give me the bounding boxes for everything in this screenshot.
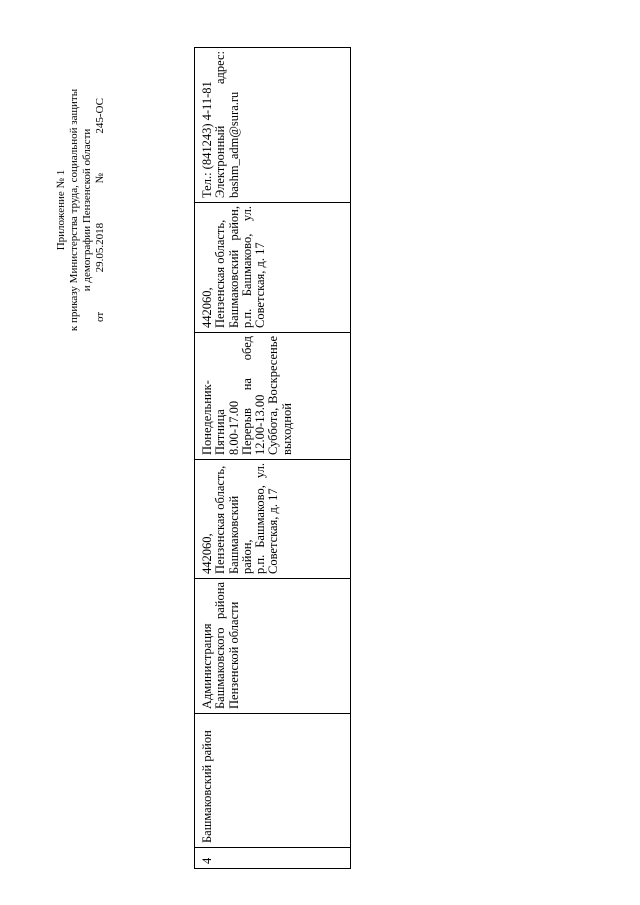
date-prefix: от [94,311,106,322]
organization-cell [195,579,350,714]
actual-address-line: Пензенская область, [213,219,228,328]
table-row [194,47,351,869]
organization-name: Администрация Башмаковского района Пензенской области [200,582,241,709]
district-cell [195,714,350,848]
contacts-cell [195,48,350,203]
legal-address-line: Пензенская область, [213,465,228,574]
actual-address-cell [195,203,350,333]
phone-line: Тел.: (841243) 4-11-81 [200,81,214,198]
email-line: Электронный адрес: bashm_adm@sura.ru [213,51,241,198]
schedule-line: Понедельник-Пятница [200,380,228,455]
legal-address-cell [195,460,350,579]
order-number: 245-ОС [94,98,106,134]
actual-address-line: 442060, [200,287,214,328]
legal-address-line: 442060, [200,533,214,574]
appendix-header [55,75,107,345]
schedule-line: Суббота, Воскресенье выходной [266,336,294,455]
actual-address-line: Башмаковский район, р.п. Башмаково, ул. Советская, д. 17 [226,206,268,328]
appendix-order-line: к приказу Министерства труда, социальной защиты [68,88,80,332]
schedule-cell [195,333,350,460]
row-number: 4 [200,857,214,864]
appendix-date-line [94,98,107,322]
appendix-title: Приложение № 1 [55,169,67,251]
legal-address-line: р.п. Башмаково, ул. Советская, д. 17 [253,463,281,574]
number-prefix: № [94,173,106,184]
district-name: Башмаковский район [200,730,214,843]
appendix-ministry-line: и демографии Пензенской области [81,128,93,292]
order-date: 29.05.2018 [94,222,106,273]
row-number-cell [195,848,350,868]
schedule-line: 8.00-17.00 [226,400,241,455]
schedule-line: Перерыв на обед 12.00-13.00 [239,336,268,455]
legal-address-line: Башмаковский район, [226,495,254,574]
